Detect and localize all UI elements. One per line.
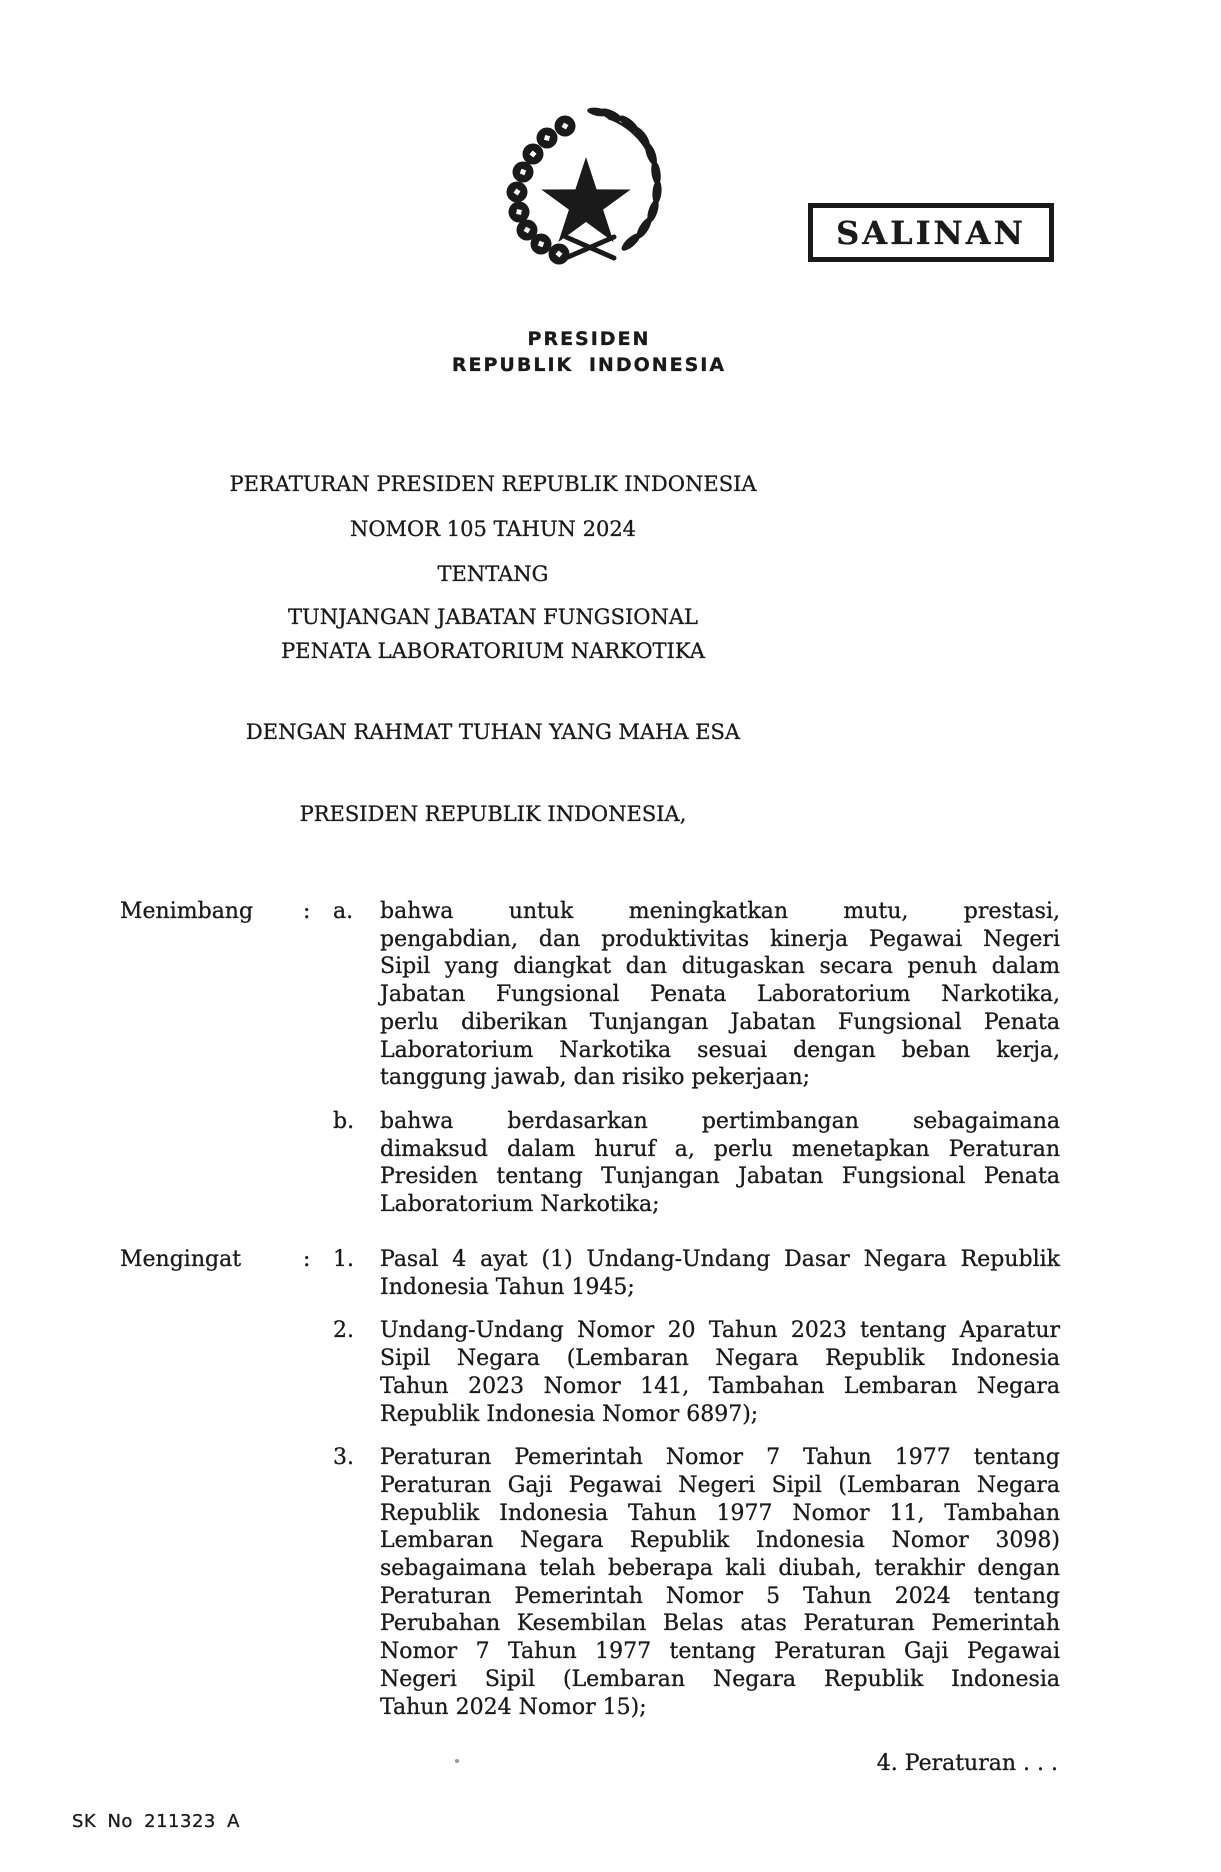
body-line: sebagaimana telah beberapa kali diubah, terakhir dengan	[380, 1556, 1060, 1582]
item-marker: 1.	[333, 1247, 354, 1272]
item-marker: b.	[333, 1108, 355, 1134]
consideration-item-a	[333, 898, 1060, 1092]
item-marker: 2.	[333, 1318, 354, 1344]
body-line: Peraturan Gaji Pegawai Negeri Sipil (Lembaran Negara	[380, 1472, 1060, 1498]
body-line: Undang-Undang Nomor 20 Tahun 2023 tentang Aparatur	[380, 1318, 1060, 1344]
body-line: Jabatan Fungsional Penata Laboratorium Narkotika,	[380, 982, 1060, 1008]
salutation-line: PRESIDEN REPUBLIK INDONESIA,	[299, 802, 687, 826]
body-line: Peraturan Pemerintah Nomor 7 Tahun 1977 tentang	[380, 1445, 1060, 1471]
body-line: Presiden tentang Tunjangan Jabatan Fungsional Penata	[380, 1164, 1060, 1190]
body-line: Tahun 2024 Nomor 15);	[380, 1694, 647, 1720]
title-nomor-line: NOMOR 105 TAHUN 2024	[349, 517, 637, 541]
body-line: Pasal 4 ayat (1) Undang-Undang Dasar Negara Republik	[380, 1247, 1060, 1272]
menimbang-label: Menimbang	[120, 899, 254, 924]
legal-basis-item-3	[333, 1444, 1060, 1721]
body-line: dimaksud dalam huruf a, perlu menetapkan Peraturan	[380, 1136, 1060, 1162]
star-wreath-emblem-icon	[502, 104, 670, 272]
menimbang-items	[333, 898, 1060, 1219]
title-subject-line-2: PENATA LABORATORIUM NARKOTIKA	[281, 639, 705, 663]
menimbang-colon: :	[303, 899, 311, 924]
title-subject-line-1: TUNJANGAN JABATAN FUNGSIONAL	[288, 605, 698, 629]
consideration-item-b	[333, 1108, 1060, 1219]
body-line: Republik Indonesia Nomor 6897);	[380, 1401, 759, 1427]
salinan-stamp	[808, 203, 1054, 262]
body-line: Lembaran Negara Republik Indonesia Nomor 3098)	[380, 1528, 1060, 1554]
scan-artifact-dot	[455, 1759, 459, 1763]
body-line: perlu diberikan Tunjangan Jabatan Fungsional Penata	[380, 1009, 1060, 1035]
sk-number-footer: SK No 211323 A	[72, 1811, 240, 1832]
letterhead-presiden-line: PRESIDEN	[527, 328, 651, 350]
body-line: bahwa berdasarkan pertimbangan sebagaimana	[380, 1108, 1060, 1134]
body-line: tanggung jawab, dan risiko pekerjaan;	[380, 1065, 811, 1091]
letterhead-republik-indonesia-line: REPUBLIK INDONESIA	[451, 354, 727, 376]
body-line: Peraturan Pemerintah Nomor 5 Tahun 2024 tentang	[380, 1583, 1060, 1609]
body-line: Sipil Negara (Lembaran Negara Republik Indonesia	[380, 1346, 1060, 1372]
body-line: pengabdian, dan produktivitas kinerja Pegawai Negeri	[380, 926, 1060, 952]
title-tentang-line: TENTANG	[437, 562, 549, 586]
body-line: Republik Indonesia Tahun 1977 Nomor 11, Tambahan	[380, 1500, 1060, 1526]
invocation-line: DENGAN RAHMAT TUHAN YANG MAHA ESA	[245, 720, 741, 744]
body-line: Perubahan Kesembilan Belas atas Peraturan Pemerintah	[380, 1611, 1060, 1637]
body-line: Nomor 7 Tahun 1977 tentang Peraturan Gaji Pegawai	[380, 1639, 1060, 1665]
body-line: Laboratorium Narkotika;	[380, 1192, 660, 1218]
salinan-stamp-label: SALINAN	[836, 213, 1026, 252]
mengingat-items	[333, 1246, 1060, 1721]
body-line: Tahun 2023 Nomor 141, Tambahan Lembaran Negara	[380, 1373, 1060, 1399]
mengingat-colon: :	[303, 1247, 311, 1272]
item-marker: a.	[333, 899, 354, 924]
title-peraturan-line: PERATURAN PRESIDEN REPUBLIK INDONESIA	[229, 472, 757, 496]
body-line: Sipil yang diangkat dan ditugaskan secara penuh dalam	[380, 954, 1060, 980]
item-marker: 3.	[333, 1445, 354, 1471]
body-line: Laboratorium Narkotika sesuai dengan beban kerja,	[380, 1037, 1060, 1063]
legal-basis-item-1	[333, 1246, 1060, 1301]
page-catchword: 4. Peraturan . . .	[876, 1751, 1058, 1776]
body-line: Negeri Sipil (Lembaran Negara Republik Indonesia	[380, 1666, 1060, 1692]
mengingat-label: Mengingat	[120, 1247, 242, 1272]
body-line: bahwa untuk meningkatkan mutu, prestasi,	[380, 899, 1060, 924]
legal-basis-item-2	[333, 1317, 1060, 1428]
body-line: Indonesia Tahun 1945;	[380, 1274, 635, 1300]
